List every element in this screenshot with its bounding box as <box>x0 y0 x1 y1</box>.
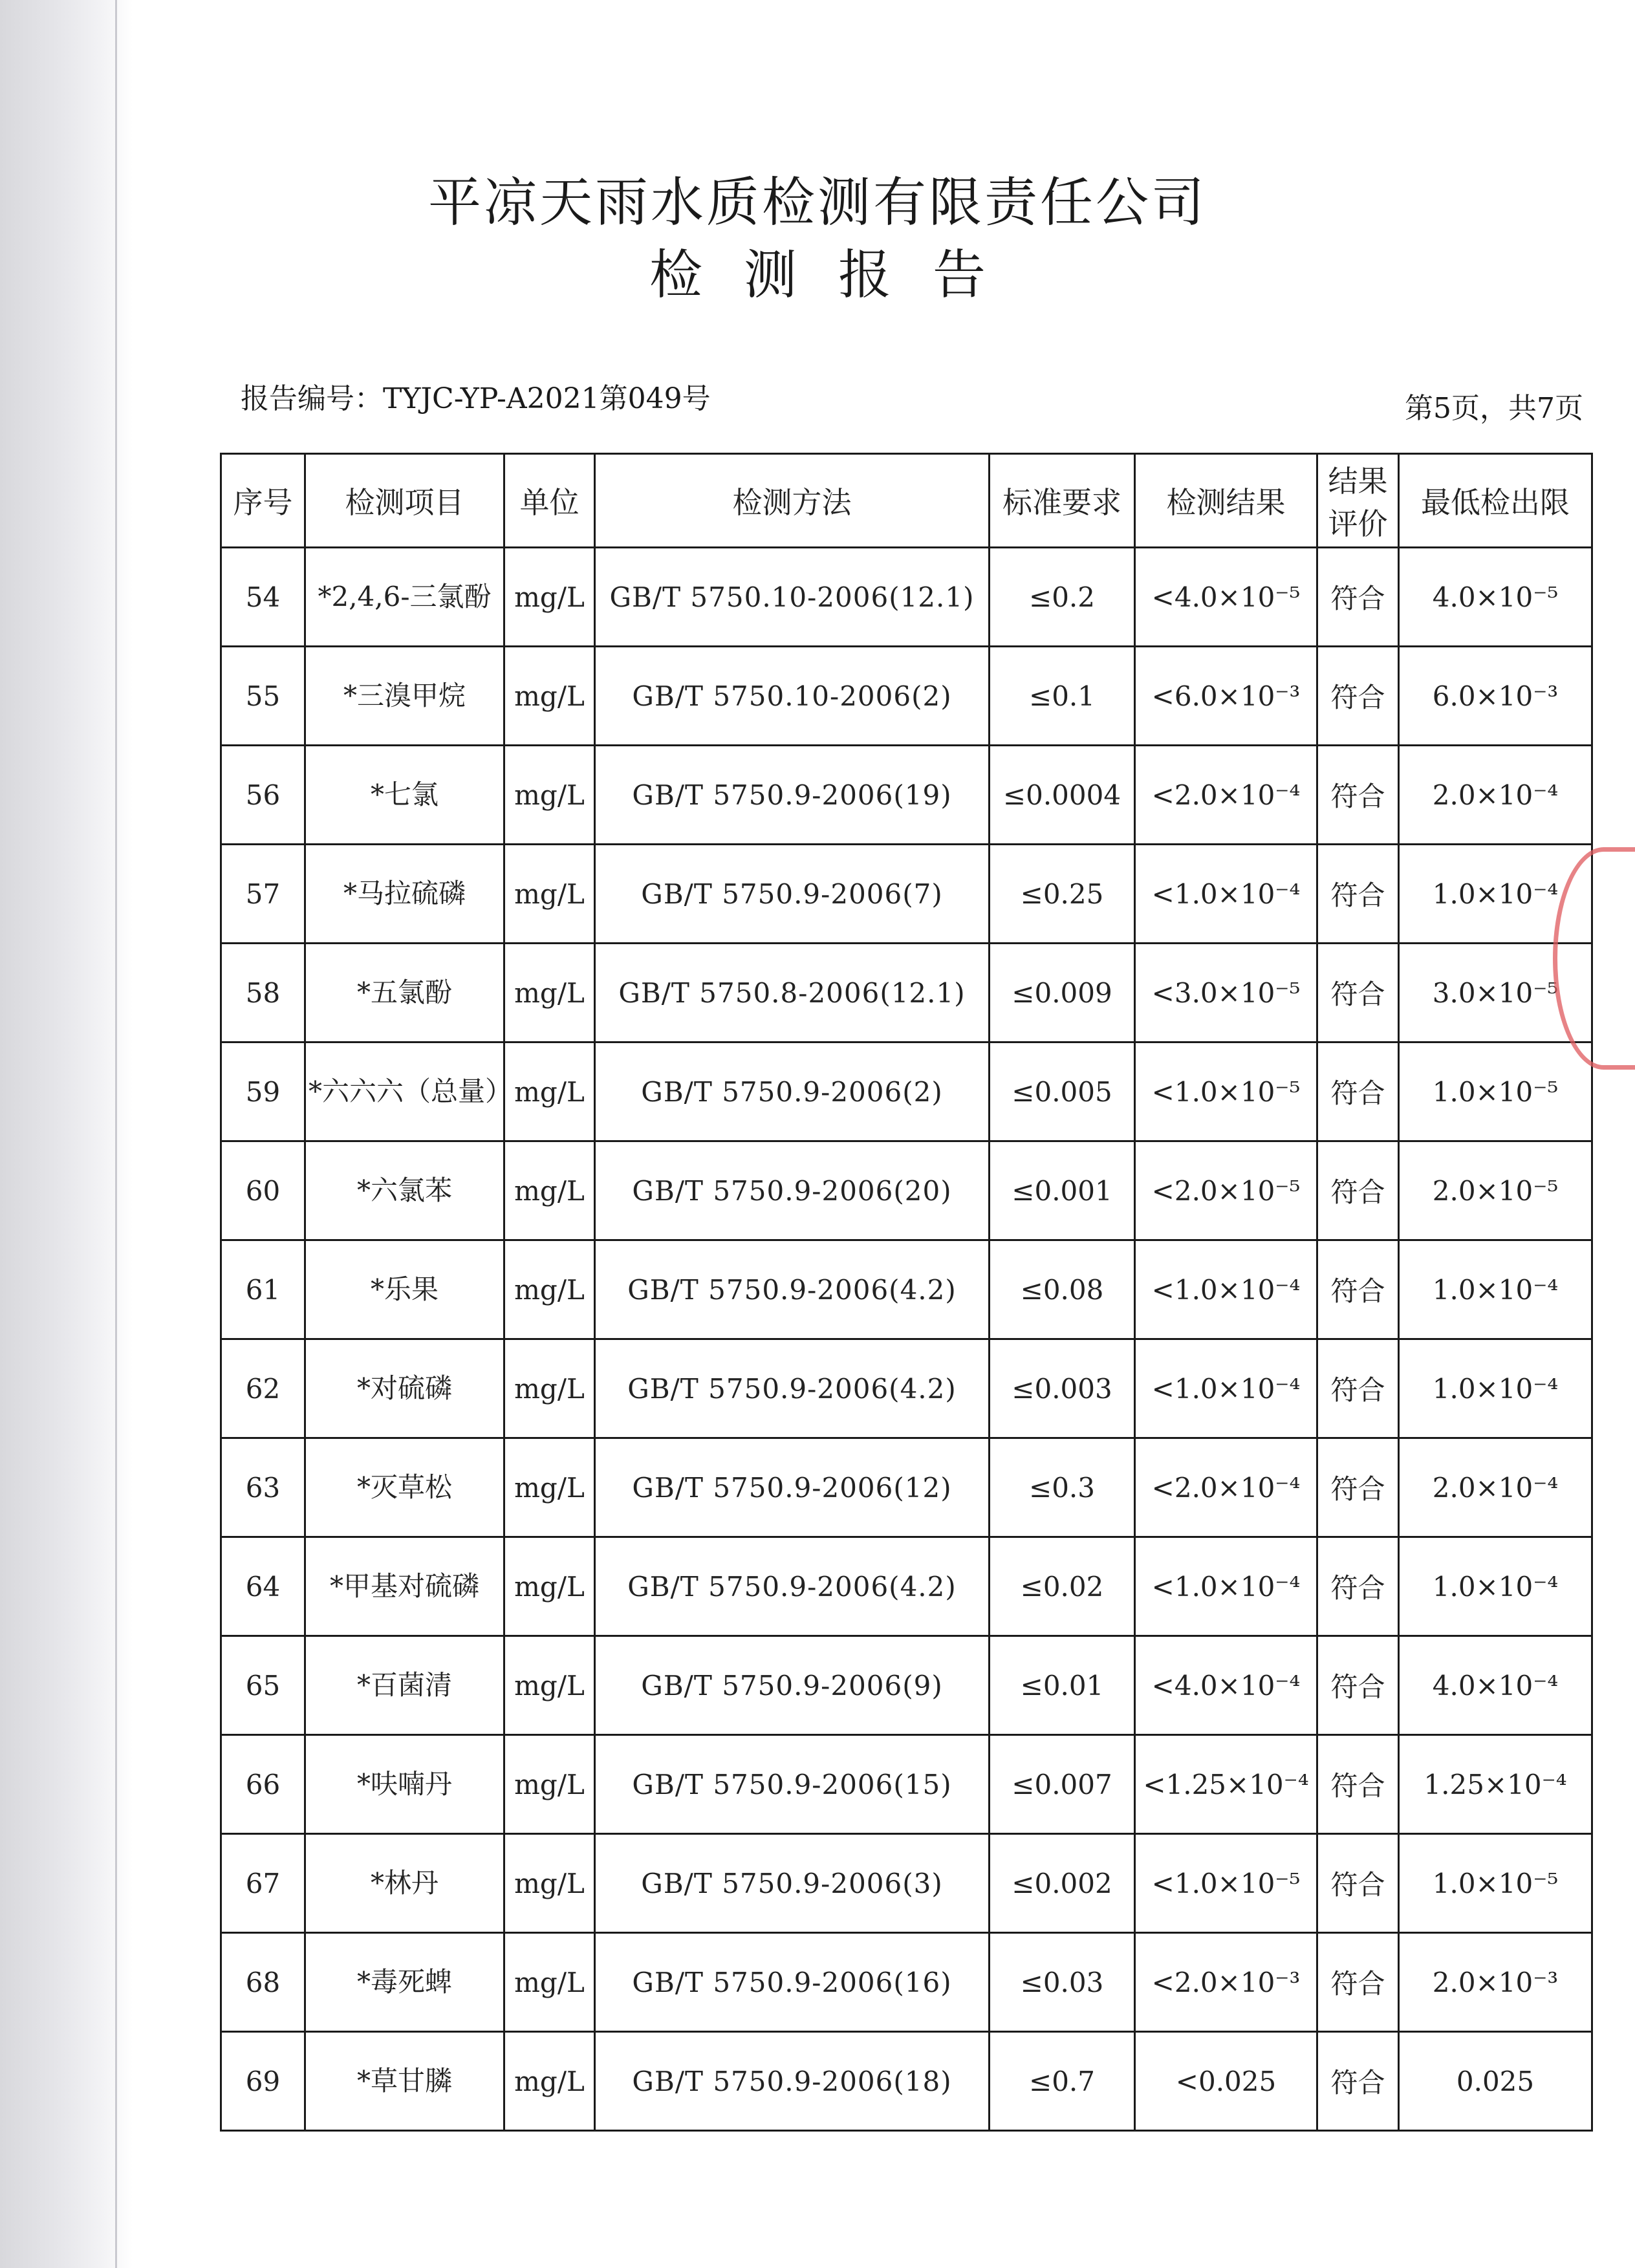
cell-evaluation: 符合 <box>1317 1537 1399 1636</box>
results-table <box>220 453 1593 2132</box>
cell-no: 57 <box>221 845 305 944</box>
table-row <box>221 548 1592 647</box>
cell-method: GB/T 5750.9-2006(12) <box>595 1438 990 1537</box>
cell-method: GB/T 5750.9-2006(2) <box>595 1042 990 1141</box>
cell-no: 68 <box>221 1933 305 2032</box>
cell-item: *2,4,6-三氯酚 <box>305 548 504 647</box>
cell-standard: ≤0.002 <box>990 1834 1135 1933</box>
cell-no: 67 <box>221 1834 305 1933</box>
cell-limit: 1.0×10⁻⁴ <box>1399 1339 1592 1438</box>
cell-evaluation: 符合 <box>1317 548 1399 647</box>
cell-standard: ≤0.01 <box>990 1636 1135 1735</box>
cell-evaluation: 符合 <box>1317 647 1399 746</box>
cell-item: *草甘膦 <box>305 2032 504 2131</box>
cell-method: GB/T 5750.9-2006(4.2) <box>595 1339 990 1438</box>
cell-unit: mg/L <box>504 1438 595 1537</box>
cell-evaluation: 符合 <box>1317 1438 1399 1537</box>
cell-limit: 1.0×10⁻⁴ <box>1399 1537 1592 1636</box>
cell-method: GB/T 5750.9-2006(4.2) <box>595 1240 990 1339</box>
cell-no: 60 <box>221 1141 305 1240</box>
cell-evaluation: 符合 <box>1317 1141 1399 1240</box>
cell-item: *对硫磷 <box>305 1339 504 1438</box>
cell-unit: mg/L <box>504 1042 595 1141</box>
table-row <box>221 1339 1592 1438</box>
cell-evaluation: 符合 <box>1317 845 1399 944</box>
cell-result: <1.0×10⁻⁵ <box>1135 1042 1317 1141</box>
header-item: 检测项目 <box>305 454 504 548</box>
cell-evaluation: 符合 <box>1317 1240 1399 1339</box>
cell-evaluation: 符合 <box>1317 1636 1399 1735</box>
cell-item: *三溴甲烷 <box>305 647 504 746</box>
cell-standard: ≤0.007 <box>990 1735 1135 1834</box>
header-method: 检测方法 <box>595 454 990 548</box>
table-header-row <box>221 454 1592 548</box>
cell-limit: 2.0×10⁻⁴ <box>1399 746 1592 845</box>
cell-evaluation: 符合 <box>1317 1933 1399 2032</box>
cell-result: <1.0×10⁻⁴ <box>1135 1240 1317 1339</box>
table-row <box>221 1636 1592 1735</box>
company-name: 平凉天雨水质检测有限责任公司 <box>428 172 1207 233</box>
cell-result: <1.0×10⁻⁴ <box>1135 1537 1317 1636</box>
cell-limit: 6.0×10⁻³ <box>1399 647 1592 746</box>
cell-result: <6.0×10⁻³ <box>1135 647 1317 746</box>
cell-standard: ≤0.08 <box>990 1240 1135 1339</box>
cell-evaluation: 符合 <box>1317 1735 1399 1834</box>
table-row <box>221 944 1592 1042</box>
cell-no: 64 <box>221 1537 305 1636</box>
cell-method: GB/T 5750.10-2006(12.1) <box>595 548 990 647</box>
table-row <box>221 1735 1592 1834</box>
cell-standard: ≤0.0004 <box>990 746 1135 845</box>
cell-evaluation: 符合 <box>1317 746 1399 845</box>
header-standard: 标准要求 <box>990 454 1135 548</box>
cell-method: GB/T 5750.10-2006(2) <box>595 647 990 746</box>
cell-method: GB/T 5750.9-2006(9) <box>595 1636 990 1735</box>
cell-limit: 4.0×10⁻⁴ <box>1399 1636 1592 1735</box>
cell-result: <1.25×10⁻⁴ <box>1135 1735 1317 1834</box>
cell-standard: ≤0.001 <box>990 1141 1135 1240</box>
header-evaluation: 结果评价 <box>1317 454 1399 548</box>
cell-item: *乐果 <box>305 1240 504 1339</box>
cell-result: <4.0×10⁻⁴ <box>1135 1636 1317 1735</box>
cell-unit: mg/L <box>504 1636 595 1735</box>
cell-item: *甲基对硫磷 <box>305 1537 504 1636</box>
cell-item: *灭草松 <box>305 1438 504 1537</box>
cell-unit: mg/L <box>504 1141 595 1240</box>
cell-method: GB/T 5750.9-2006(19) <box>595 746 990 845</box>
cell-item: *百菌清 <box>305 1636 504 1735</box>
cell-result: <0.025 <box>1135 2032 1317 2131</box>
cell-no: 65 <box>221 1636 305 1735</box>
table-row <box>221 2032 1592 2131</box>
cell-result: <2.0×10⁻⁴ <box>1135 1438 1317 1537</box>
header-result: 检测结果 <box>1135 454 1317 548</box>
header-limit: 最低检出限 <box>1399 454 1592 548</box>
cell-item: *六氯苯 <box>305 1141 504 1240</box>
cell-unit: mg/L <box>504 1537 595 1636</box>
cell-result: <4.0×10⁻⁵ <box>1135 548 1317 647</box>
table-row <box>221 1240 1592 1339</box>
table-row <box>221 845 1592 944</box>
report-number: 报告编号：TYJC-YP-A2021第049号 <box>241 382 711 415</box>
cell-standard: ≤0.2 <box>990 548 1135 647</box>
cell-item: *毒死蜱 <box>305 1933 504 2032</box>
cell-no: 63 <box>221 1438 305 1537</box>
cell-limit: 1.0×10⁻⁵ <box>1399 1042 1592 1141</box>
cell-standard: ≤0.7 <box>990 2032 1135 2131</box>
binding-shadow <box>0 0 133 2268</box>
cell-unit: mg/L <box>504 746 595 845</box>
cell-result: <1.0×10⁻⁴ <box>1135 845 1317 944</box>
cell-standard: ≤0.3 <box>990 1438 1135 1537</box>
cell-no: 56 <box>221 746 305 845</box>
cell-method: GB/T 5750.9-2006(7) <box>595 845 990 944</box>
cell-evaluation: 符合 <box>1317 944 1399 1042</box>
cell-limit: 1.0×10⁻⁴ <box>1399 845 1592 944</box>
cell-unit: mg/L <box>504 1339 595 1438</box>
table-body <box>221 548 1592 2131</box>
cell-method: GB/T 5750.9-2006(4.2) <box>595 1537 990 1636</box>
cell-item: *马拉硫磷 <box>305 845 504 944</box>
cell-limit: 3.0×10⁻⁵ <box>1399 944 1592 1042</box>
cell-result: <2.0×10⁻⁴ <box>1135 746 1317 845</box>
cell-limit: 0.025 <box>1399 2032 1592 2131</box>
header-no: 序号 <box>221 454 305 548</box>
cell-unit: mg/L <box>504 1240 595 1339</box>
cell-unit: mg/L <box>504 1834 595 1933</box>
table-row <box>221 1834 1592 1933</box>
table-row <box>221 1438 1592 1537</box>
document-title: 检测报告 <box>649 244 1027 306</box>
cell-standard: ≤0.003 <box>990 1339 1135 1438</box>
cell-unit: mg/L <box>504 548 595 647</box>
cell-no: 58 <box>221 944 305 1042</box>
cell-limit: 2.0×10⁻³ <box>1399 1933 1592 2032</box>
cell-no: 59 <box>221 1042 305 1141</box>
cell-unit: mg/L <box>504 2032 595 2131</box>
cell-method: GB/T 5750.9-2006(15) <box>595 1735 990 1834</box>
cell-item: *六六六（总量） <box>305 1042 504 1141</box>
cell-method: GB/T 5750.9-2006(16) <box>595 1933 990 2032</box>
cell-standard: ≤0.25 <box>990 845 1135 944</box>
table-row <box>221 1042 1592 1141</box>
cell-result: <2.0×10⁻⁵ <box>1135 1141 1317 1240</box>
cell-item: *七氯 <box>305 746 504 845</box>
cell-standard: ≤0.005 <box>990 1042 1135 1141</box>
cell-no: 66 <box>221 1735 305 1834</box>
cell-unit: mg/L <box>504 845 595 944</box>
cell-method: GB/T 5750.9-2006(18) <box>595 2032 990 2131</box>
cell-evaluation: 符合 <box>1317 1042 1399 1141</box>
cell-result: <2.0×10⁻³ <box>1135 1933 1317 2032</box>
cell-evaluation: 符合 <box>1317 1339 1399 1438</box>
table-row <box>221 1933 1592 2032</box>
cell-no: 55 <box>221 647 305 746</box>
table-row <box>221 1141 1592 1240</box>
table-row <box>221 647 1592 746</box>
cell-standard: ≤0.009 <box>990 944 1135 1042</box>
cell-no: 69 <box>221 2032 305 2131</box>
cell-limit: 2.0×10⁻⁴ <box>1399 1438 1592 1537</box>
cell-result: <1.0×10⁻⁵ <box>1135 1834 1317 1933</box>
cell-method: GB/T 5750.9-2006(3) <box>595 1834 990 1933</box>
cell-standard: ≤0.03 <box>990 1933 1135 2032</box>
cell-limit: 1.0×10⁻⁵ <box>1399 1834 1592 1933</box>
cell-no: 61 <box>221 1240 305 1339</box>
cell-unit: mg/L <box>504 647 595 746</box>
table-row <box>221 746 1592 845</box>
cell-standard: ≤0.02 <box>990 1537 1135 1636</box>
cell-evaluation: 符合 <box>1317 1834 1399 1933</box>
cell-standard: ≤0.1 <box>990 647 1135 746</box>
cell-result: <3.0×10⁻⁵ <box>1135 944 1317 1042</box>
page-indicator: 第5页，共7页 <box>1405 392 1583 425</box>
cell-method: GB/T 5750.9-2006(20) <box>595 1141 990 1240</box>
cell-item: *林丹 <box>305 1834 504 1933</box>
cell-limit: 1.0×10⁻⁴ <box>1399 1240 1592 1339</box>
cell-limit: 2.0×10⁻⁵ <box>1399 1141 1592 1240</box>
cell-limit: 1.25×10⁻⁴ <box>1399 1735 1592 1834</box>
cell-no: 54 <box>221 548 305 647</box>
cell-result: <1.0×10⁻⁴ <box>1135 1339 1317 1438</box>
cell-item: *呋喃丹 <box>305 1735 504 1834</box>
cell-unit: mg/L <box>504 944 595 1042</box>
cell-limit: 4.0×10⁻⁵ <box>1399 548 1592 647</box>
binding-line <box>115 0 117 2268</box>
header-unit: 单位 <box>504 454 595 548</box>
table-row <box>221 1537 1592 1636</box>
cell-method: GB/T 5750.8-2006(12.1) <box>595 944 990 1042</box>
cell-item: *五氯酚 <box>305 944 504 1042</box>
cell-no: 62 <box>221 1339 305 1438</box>
cell-evaluation: 符合 <box>1317 2032 1399 2131</box>
cell-unit: mg/L <box>504 1933 595 2032</box>
cell-unit: mg/L <box>504 1735 595 1834</box>
